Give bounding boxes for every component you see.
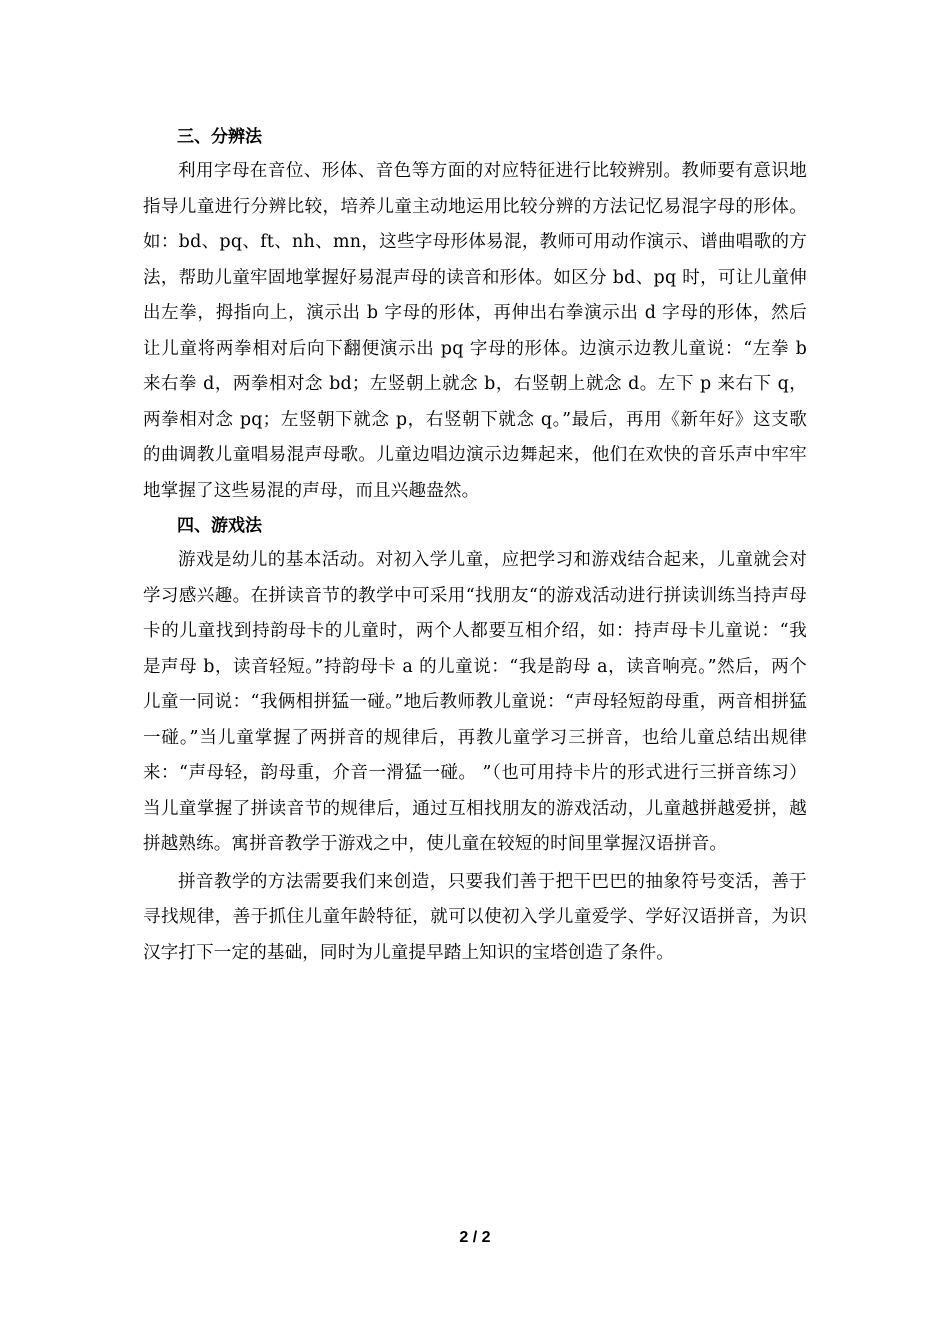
document-body (143, 120, 807, 971)
page-number: 2 / 2 (459, 1229, 491, 1246)
paragraph-youxifa: 游戏是幼儿的基本活动。对初入学儿童，应把学习和游戏结合起来，儿童就会对学习感兴趣。在拼读音节的教学中可采用“找朋友“的游戏活动进行拼读训练当持声母卡的儿童找到持韵母卡的儿童时，两个人都要互相介绍，如：持声母卡儿童说：“我是声母 b，读音轻短。”持韵母卡 a 的儿童说：“我是韵母 a，读音响亮。”然后，两个儿童一同说：“我俩相拼猛一碰。”地后教师教儿童说：“声母轻短韵母重，两音相拼猛一碰。”当儿童掌握了两拼音的规律后，再教儿童学习三拼音，也给儿童总结出规律来：“声母轻，韵母重，介音一滑猛一碰。 ”（也可用持卡片的形式进行三拼音练习）当儿童掌握了拼读音节的规律后，通过互相找朋友的游戏活动，儿童越拼越爱拼，越拼越熟练。寓拼音教学于游戏之中，使儿童在较短的时间里掌握汉语拼音。 (143, 550, 807, 854)
section-heading-fenbianfa: 三、分辨法 (177, 127, 262, 147)
paragraph-fenbianfa: 利用字母在音位、形体、音色等方面的对应特征进行比较辨别。教师要有意识地指导儿童进行分辨比较，培养儿童主动地运用比较分辨的方法记忆易混字母的形体。如：bd、pq、ft、nh、mn，这些字母形体易混，教师可用动作演示、谱曲唱歌的方法，帮助儿童牢固地掌握好易混声母的读音和形体。如区分 bd、pq 时，可让儿童伸出左拳，拇指向上，演示出 b 字母的形体，再伸出右拳演示出 d 字母的形体，然后让儿童将两拳相对后向下翻便演示出 pq 字母的形体。边演示边教儿童说：“左拳 b 来右拳 d，两拳相对念 bd；左竖朝上就念 b，右竖朝上就念 d。左下 p 来右下 q，两拳相对念 pq；左竖朝下就念 p，右竖朝下就念 q。”最后，再用《新年好》这支歌的曲调教儿童唱易混声母歌。儿童边唱边演示边舞起来，他们在欢快的音乐声中牢牢地掌握了这些易混的声母，而且兴趣盎然。 (143, 161, 807, 501)
section-heading-youxifa: 四、游戏法 (177, 516, 262, 536)
paragraph-conclusion: 拼音教学的方法需要我们来创造，只要我们善于把干巴巴的抽象符号变活，善于寻找规律，善于抓住儿童年龄特征，就可以使初入学儿童爱学、学好汉语拼音，为识汉字打下一定的基础，同时为儿童提早踏上知识的宝塔创造了条件。 (143, 871, 807, 963)
